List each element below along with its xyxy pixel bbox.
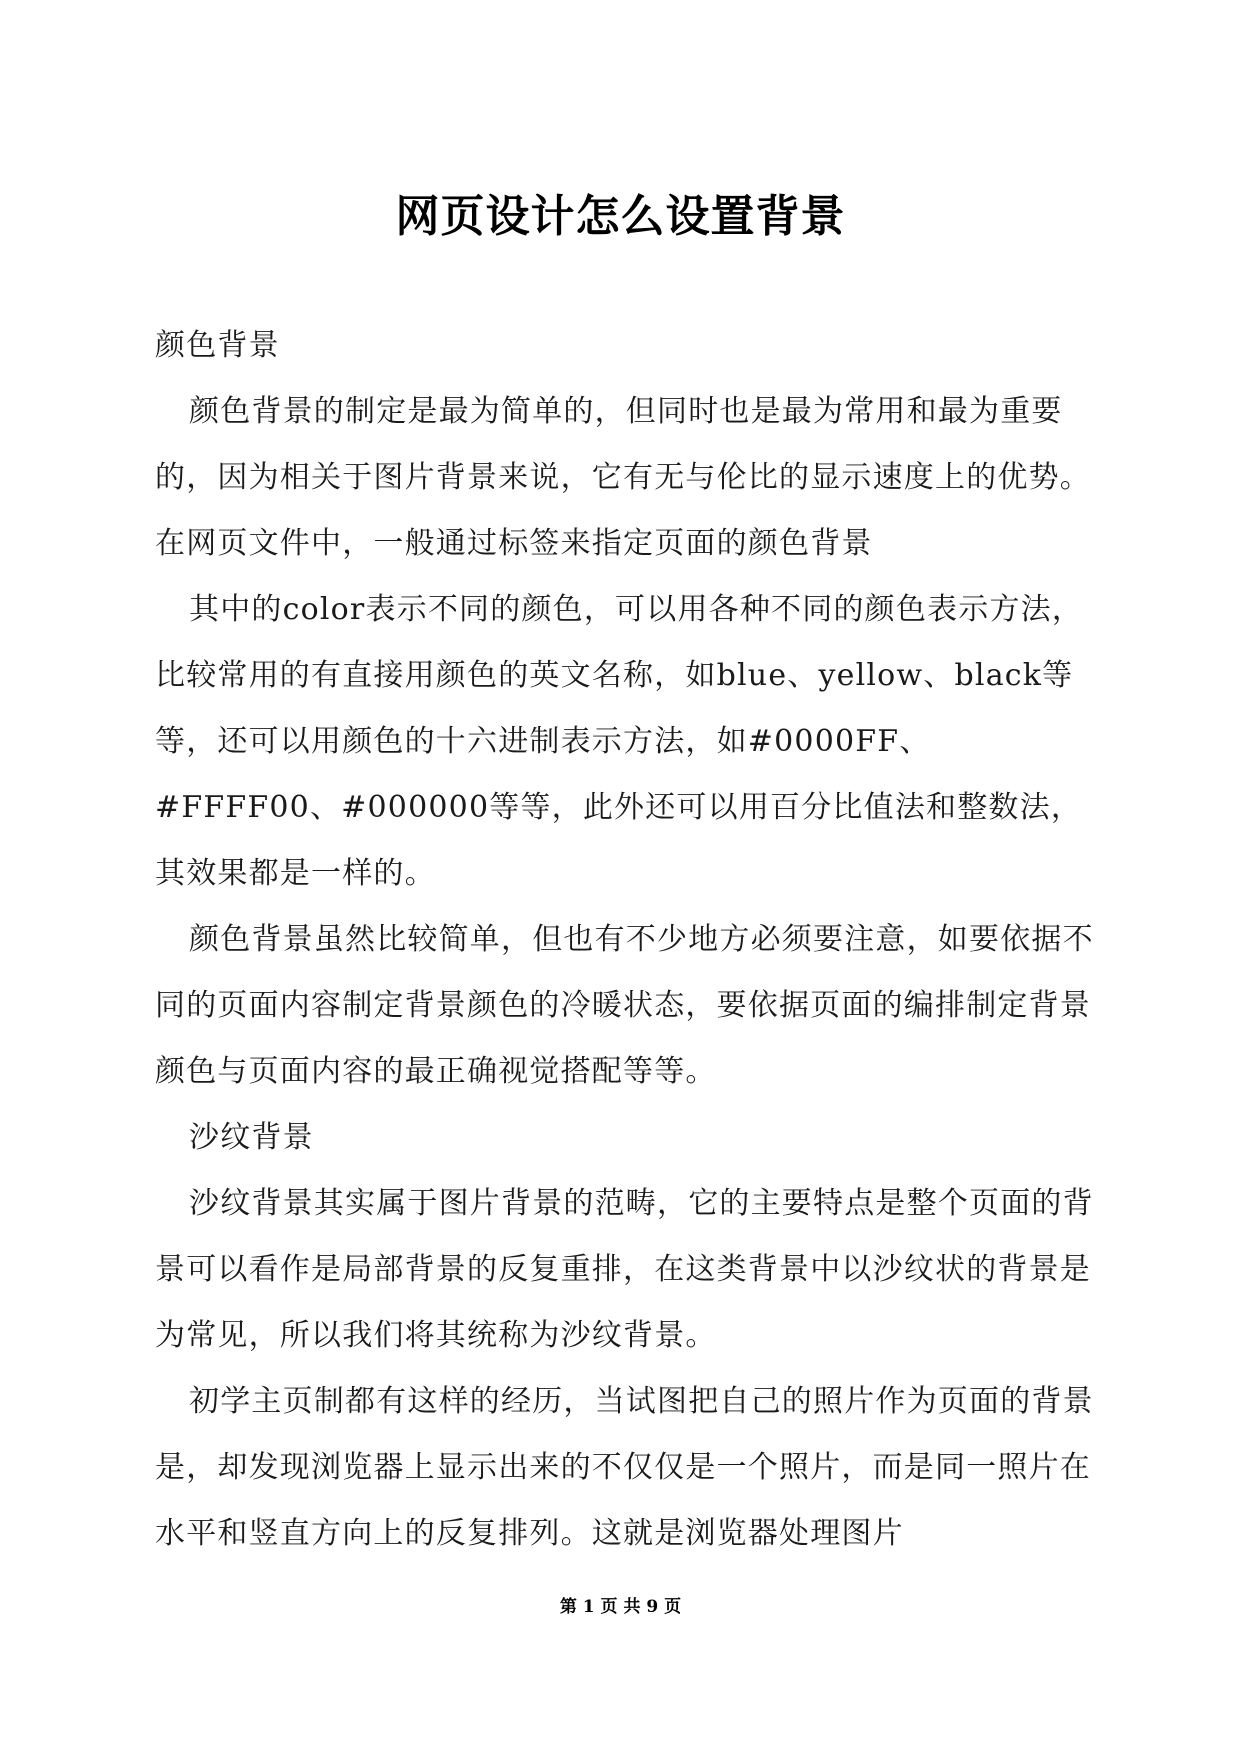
document-title: 网页设计怎么设置背景 bbox=[395, 191, 846, 242]
section-heading-color-background: 颜色背景 bbox=[155, 328, 280, 363]
body-paragraph: 颜色背景的制定是最为简单的，但同时也是最为常用和最为重要的，因为相关于图片背景来说，它有无与伦比的显示速度上的优势。在网页文件中，一般通过标签来指定页面的颜色背景 bbox=[155, 394, 1091, 561]
body-paragraph: 其中的color表示不同的颜色，可以用各种不同的颜色表示方法，比较常用的有直接用颜色的英文名称，如blue、yellow、black等等，还可以用颜色的十六进制表示方法，如#0000FF、#FFFF00、#000000等等，此外还可以用百分比值法和整数法，其效果都是一样的。 bbox=[155, 592, 1084, 891]
body-paragraph: 颜色背景虽然比较简单，但也有不少地方必须要注意，如要依据不同的页面内容制定背景颜色的冷暖状态，要依据页面的编排制定背景颜色与页面内容的最正确视觉搭配等等。 bbox=[155, 922, 1094, 1089]
document-body bbox=[155, 313, 1095, 1567]
body-paragraph: 初学主页制都有这样的经历，当试图把自己的照片作为页面的背景是，却发现浏览器上显示出来的不仅仅是一个照片，而是同一照片在水平和竖直方向上的反复排列。这就是浏览器处理图片 bbox=[155, 1384, 1094, 1551]
page-footer: 第 1 页 共 9 页 bbox=[559, 1597, 682, 1617]
section-heading-sand-background: 沙纹背景 bbox=[189, 1120, 314, 1155]
body-paragraph: 沙纹背景其实属于图片背景的范畴，它的主要特点是整个页面的背景可以看作是局部背景的反复重排，在这类背景中以沙纹状的背景是为常见，所以我们将其统称为沙纹背景。 bbox=[155, 1186, 1094, 1353]
